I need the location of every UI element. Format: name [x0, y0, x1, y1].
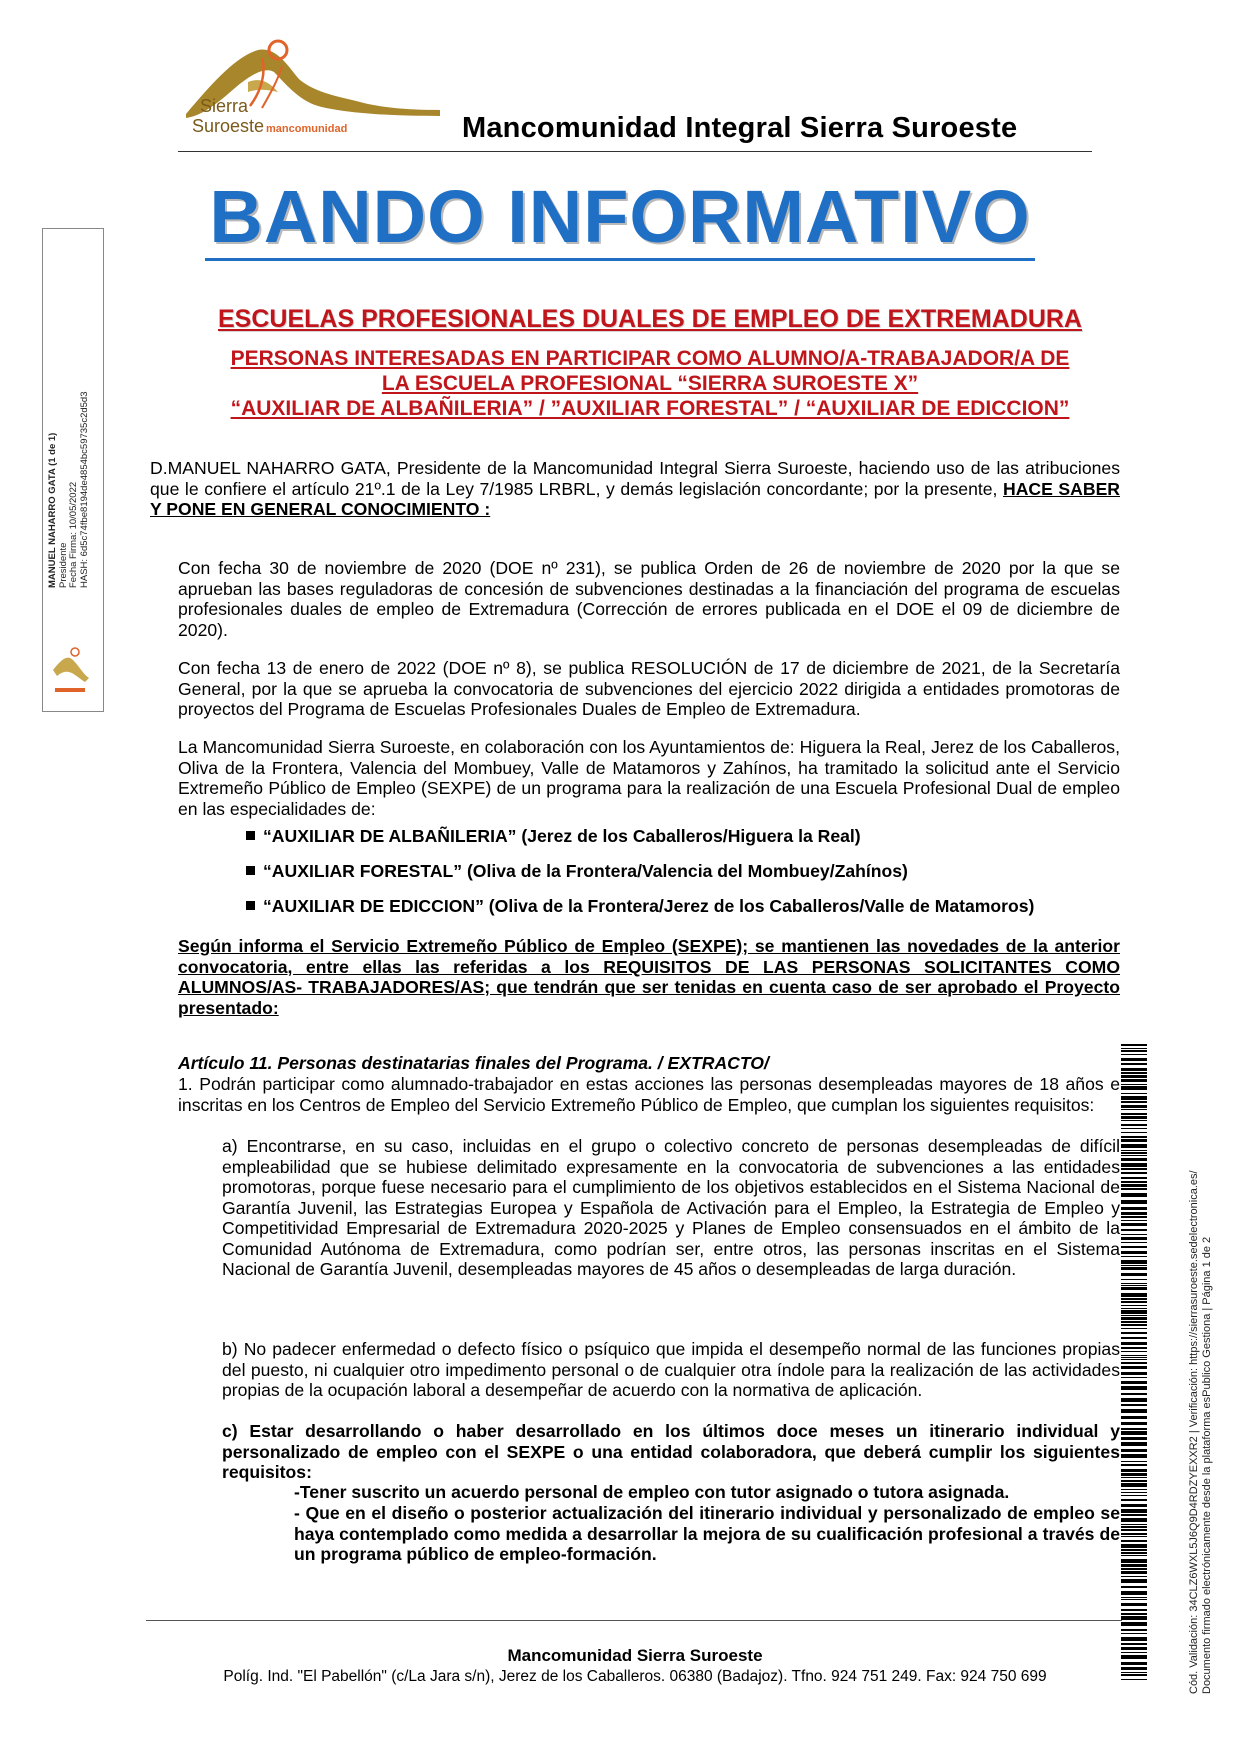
requirement-b: b) No padecer enfermedad o defecto físico o psíquico que impida el desempeño normal de las funciones propias del puesto, ni cualquier otro impedimento personal o de cualquier otra índole para la realización de las actividades propias de la ocupación laboral a desempeñar de acuerdo con la normativa de aplicación. [222, 1339, 1120, 1400]
square-bullet-icon [246, 866, 255, 875]
paragraph-mancomunidad: La Mancomunidad Sierra Suroeste, en colaboración con los Ayuntamientos de: Higuera la Real, Jerez de los Caballeros, Oliva de la Frontera, Valencia del Mombuey, Valle de Matamoros y Zahínos, ha tramitado la solicitud ante el Servicio Extremeño Público de Empleo (SEXPE) de un programa para la realización de una Escuela Profesional Dual de empleo en las especialidades de: [178, 737, 1120, 819]
document-title-block [0, 175, 1240, 258]
validation-code: Cód. Validación: 34CLZ6WXL5J6Q9D4RDZYEXXR2 | Verificación: https://sierrasuroeste.sedelectronica.es/ [1188, 1170, 1200, 1694]
subtitle-line: “AUXILIAR DE ALBAÑILERIA” / ”AUXILIAR FORESTAL” / “AUXILIAR DE EDICCION” [230, 397, 1070, 420]
signature-stamp-text [48, 392, 90, 589]
list-item [246, 861, 1034, 896]
square-bullet-icon [246, 831, 255, 840]
list-item [246, 826, 1034, 861]
organization-name: Mancomunidad Integral Sierra Suroeste [462, 112, 1018, 144]
intro-text: D.MANUEL NAHARRO GATA, Presidente de la Mancomunidad Integral Sierra Suroeste, haciendo uso de las atribuciones que le confiere el artículo 21º.1 de la Ley 7/1985 LRBRL, y demás legislación concordante; por la presente, [150, 458, 1120, 499]
footer-organization: Mancomunidad Sierra Suroeste [507, 1646, 763, 1665]
specialty-albanileria: “AUXILIAR DE ALBAÑILERIA” (Jerez de los Caballeros/Higuera la Real) [263, 826, 861, 846]
footer-address: Políg. Ind. "El Pabellón" (c/La Jara s/n), Jerez de los Caballeros. 06380 (Badajoz). Tfno. 924 751 249. Fax: 924 750 699 [223, 1668, 1047, 1685]
footer-divider [146, 1620, 1122, 1621]
stamp-date: Fecha Firma: 10/05/2022 [68, 481, 79, 588]
intro-emphasis: HACE SABER Y PONE EN GENERAL CONOCIMIENTO : [150, 478, 1121, 519]
requirement-a: a) Encontrarse, en su caso, incluidas en el grupo o colectivo concreto de personas desempleadas de difícil empleabilidad que se hubiese delimitado expresamente en la convocatoria de subvenciones a las entidades promotoras, porque fuese necesario para el cumplimiento de los objetivos establecidos en el Sistema Nacional de Garantía Juvenil, las Estrategias Europea y Española de Activación para el Empleo, la Estrategia de Empleo y Competitividad Empresarial de Extremadura 2020-2025 y Planes de Empleo consensuados en el ámbito de la Comunidad Autónoma de Extremadura, como podrían ser, entre otros, las personas inscritas en el Sistema Nacional de Garantía Juvenil, desempleadas mayores de 45 años o desempleadas de larga duración. [222, 1136, 1120, 1279]
stamp-hash: HASH: 6d5c74fbe8194de4854bc59735c2d5d3 [78, 391, 90, 588]
logo-mancomunidad-text: mancomunidad [266, 123, 348, 135]
requirement-c: c) Estar desarrollando o haber desarrollado en los últimos doce meses un itinerario individual y personalizado de empleo con el SEXPE o una entidad colaboradora, que deberá cumplir los siguientes requisitos: [222, 1421, 1120, 1482]
sexpe-notice: Según informa el Servicio Extremeño Público de Empleo (SEXPE); se mantienen las novedades de la anterior convocatoria, entre ellas las referidas a los REQUISITOS DE LAS PERSONAS SOLICITANTES COMO ALUMNOS/AS- TRABAJADORES/AS; que tendrán que ser tenidas en cuenta caso de ser aprobado el Proyecto presentado: [178, 936, 1120, 1018]
subtitle-line: PERSONAS INTERESADAS EN PARTICIPAR COMO ALUMNO/A-TRABAJADOR/A DE [230, 347, 1070, 370]
signature-platform-note: Documento firmado electrónicamente desde la plataforma esPublico Gestiona | Página 1 de 2 [1201, 1236, 1213, 1694]
mancomunidad-logo [178, 36, 448, 141]
paragraph-orden: Con fecha 30 de noviembre de 2020 (DOE nº 231), se publica Orden de 26 de noviembre de 2020 por la que se aprueban las bases reguladoras de concesión de subvenciones destinadas a la financiación del programa de escuelas profesionales duales de empleo de Extremadura (Corrección de errores publicada en el DOE el 09 de diciembre de 2020). [178, 558, 1120, 640]
mountain-logo-icon [178, 36, 448, 141]
article-title: Artículo 11. Personas destinatarias finales del Programa. / EXTRACTO/ [178, 1053, 769, 1073]
paragraph-resolucion: Con fecha 13 de enero de 2022 (DOE nº 8), se publica RESOLUCIÓN de 17 de diciembre de 2021, de la Secretaría General, por la que se aprueba la convocatoria de subvenciones del ejercicio 2022 dirigida a entidades promotoras de proyectos del Programa de Escuelas Profesionales Duales de Empleo de Extremadura. [178, 658, 1120, 719]
subtitle-line: LA ESCUELA PROFESIONAL “SIERRA SUROESTE X” [381, 372, 919, 395]
document-title: BANDO INFORMATIVO [205, 175, 1034, 261]
logo-suroeste-text: Suroeste [192, 116, 265, 136]
logo-sierra-text: Sierra [200, 96, 249, 116]
stamp-logo-icon [45, 630, 93, 700]
list-item [246, 896, 1034, 931]
square-bullet-icon [246, 901, 255, 910]
subtitle-details [130, 346, 1170, 421]
article-paragraph-1: 1. Podrán participar como alumnado-trabajador en estas acciones las personas desempleadas mayores de 18 años e inscritas en los Centros de Empleo del Servicio Extremeño Público de Empleo, que cumplan los siguientes requisitos: [178, 1074, 1120, 1115]
specialties-list [246, 826, 1034, 931]
intro-paragraph [150, 458, 1120, 520]
header-divider [178, 151, 1092, 152]
validation-side-text [1188, 1170, 1214, 1694]
stamp-role: Presidente [57, 542, 69, 588]
validation-barcode [1121, 1044, 1147, 1680]
specialty-forestal: “AUXILIAR FORESTAL” (Oliva de la Frontera/Valencia del Mombuey/Zahínos) [263, 861, 908, 881]
requirement-c-item-2: - Que en el diseño o posterior actualización del itinerario individual y personalizado de empleo se haya contemplado como medida a desarrollar la mejora de su cualificación profesional a través de un programa público de empleo-formación. [294, 1503, 1120, 1564]
requirement-c-item-1: -Tener suscrito un acuerdo personal de empleo con tutor asignado o tutora asignada. [294, 1482, 1010, 1502]
stamp-signer: MANUEL NAHARRO GATA (1 de 1) [47, 432, 58, 588]
specialty-edicion: “AUXILIAR DE EDICCION” (Oliva de la Frontera/Jerez de los Caballeros/Valle de Matamoros) [263, 896, 1035, 916]
subtitle-program: ESCUELAS PROFESIONALES DUALES DE EMPLEO DE EXTREMADURA [218, 305, 1082, 333]
